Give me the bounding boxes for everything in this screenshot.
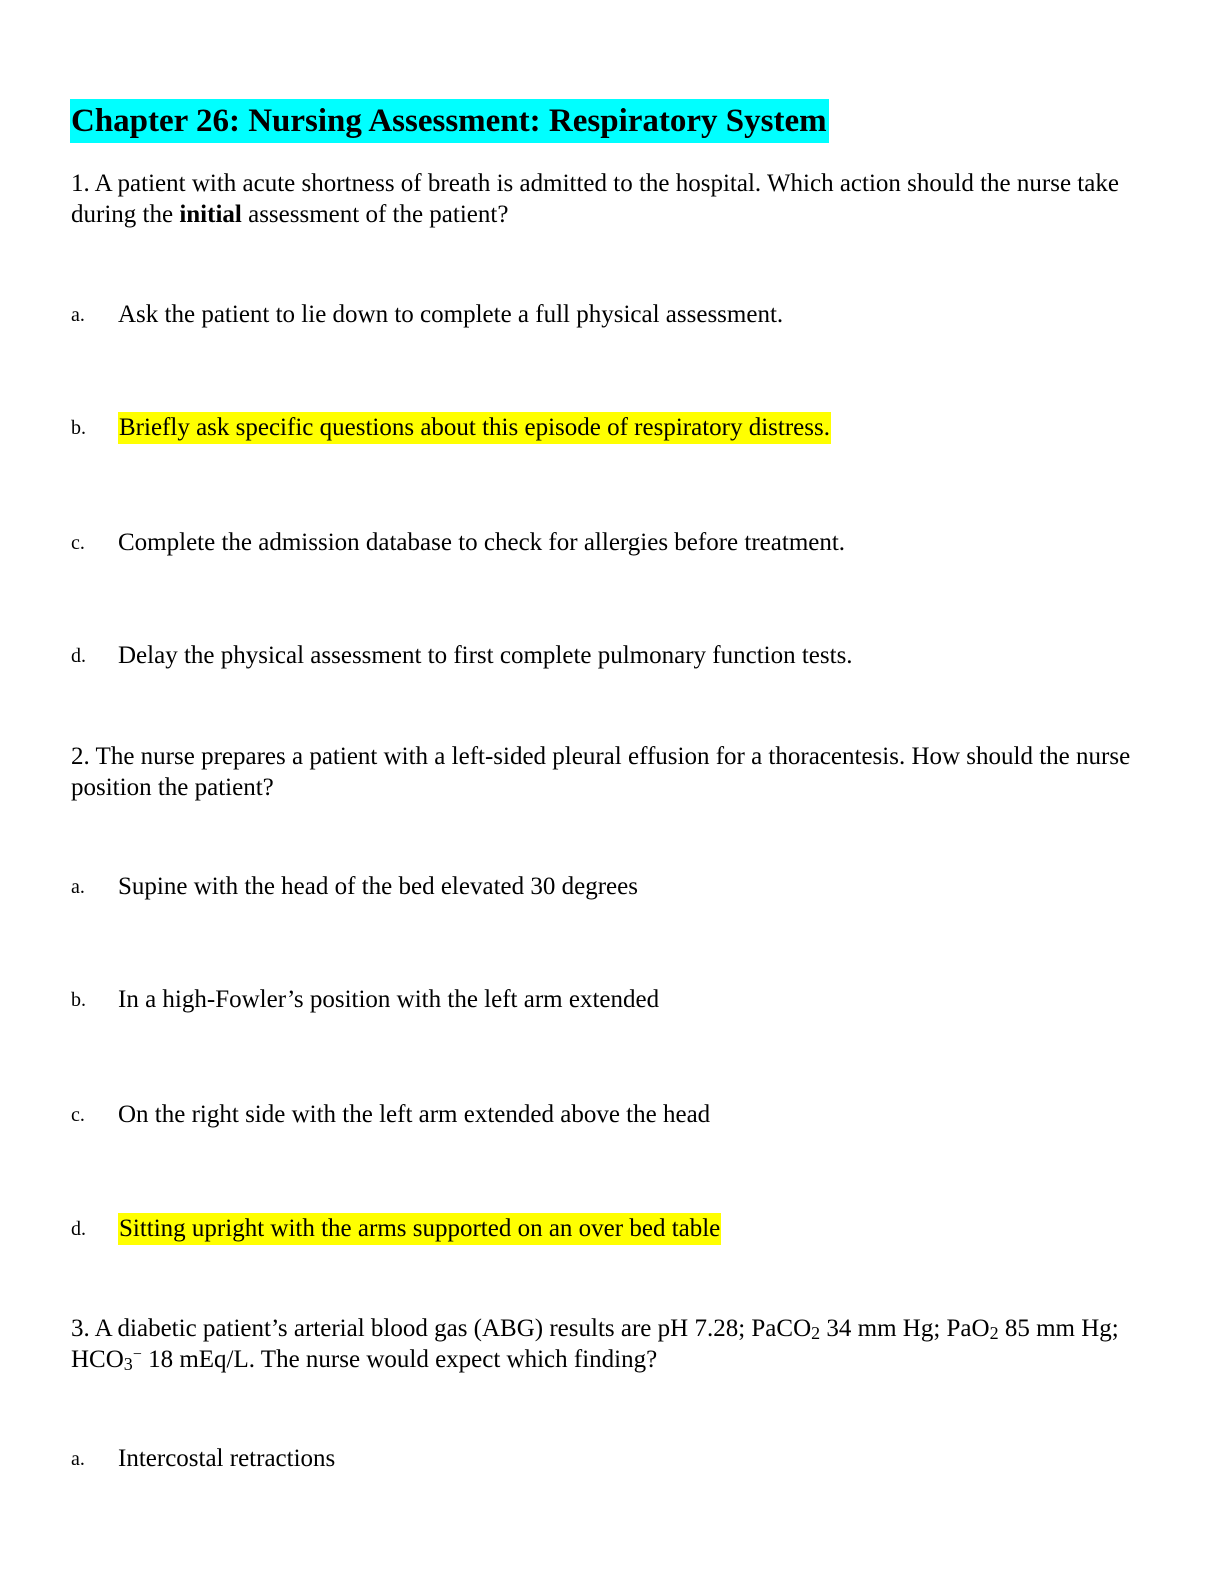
question-1-stem-part1: 1. A patient with acute shortness of breath is admitted to the hospital. Which action should the nurse take during the — [71, 170, 1119, 228]
option-letter: c. — [71, 532, 85, 554]
question-3-stem-text: 18 mEq/L. The nurse would expect which finding? — [141, 1346, 658, 1373]
option-text: In a high-Fowler’s position with the left arm extended — [118, 986, 660, 1013]
question-3-stem — [71, 1313, 1156, 1375]
option-text: Supine with the head of the bed elevated 30 degrees — [118, 873, 638, 900]
superscript: − — [132, 1346, 142, 1363]
subscript: 3 — [123, 1354, 133, 1374]
question-3-stem-text: 3. A diabetic patient’s arterial blood gas (ABG) results are pH 7.28; PaCO — [71, 1315, 812, 1342]
question-1-stem-bold: initial — [179, 201, 242, 228]
subscript: 2 — [989, 1323, 999, 1343]
question-1-stem-part2: assessment of the patient? — [241, 201, 509, 228]
option-letter: a. — [71, 1448, 85, 1470]
option-text: Complete the admission database to check for allergies before treatment. — [118, 529, 846, 556]
option-letter: b. — [71, 417, 86, 439]
option-letter: a. — [71, 876, 85, 898]
option-text: Delay the physical assessment to first complete pulmonary function tests. — [118, 642, 853, 669]
question-3-stem-text: 34 mm Hg; PaO — [820, 1315, 990, 1342]
option-letter: a. — [71, 304, 85, 326]
option-letter: d. — [71, 1218, 86, 1240]
option-text-highlighted: Sitting upright with the arms supported on an over bed table — [118, 1213, 721, 1245]
option-letter: d. — [71, 645, 86, 667]
subscript: 2 — [811, 1323, 821, 1343]
question-3-stem-text: 85 mm Hg; HCO — [71, 1315, 1119, 1373]
option-letter: c. — [71, 1104, 85, 1126]
option-letter: b. — [71, 989, 86, 1011]
option-text: Intercostal retractions — [118, 1445, 336, 1472]
question-2-stem: 2. The nurse prepares a patient with a left-sided pleural effusion for a thoracentesis. How should the nurse position the patient? — [71, 743, 1131, 801]
option-text-highlighted: Briefly ask specific questions about this episode of respiratory distress. — [118, 412, 831, 444]
option-text: Ask the patient to lie down to complete a full physical assessment. — [118, 301, 784, 328]
question-1-stem — [71, 168, 1156, 230]
chapter-title: Chapter 26: Nursing Assessment: Respiratory System — [70, 99, 829, 143]
option-text: On the right side with the left arm extended above the head — [118, 1101, 711, 1128]
